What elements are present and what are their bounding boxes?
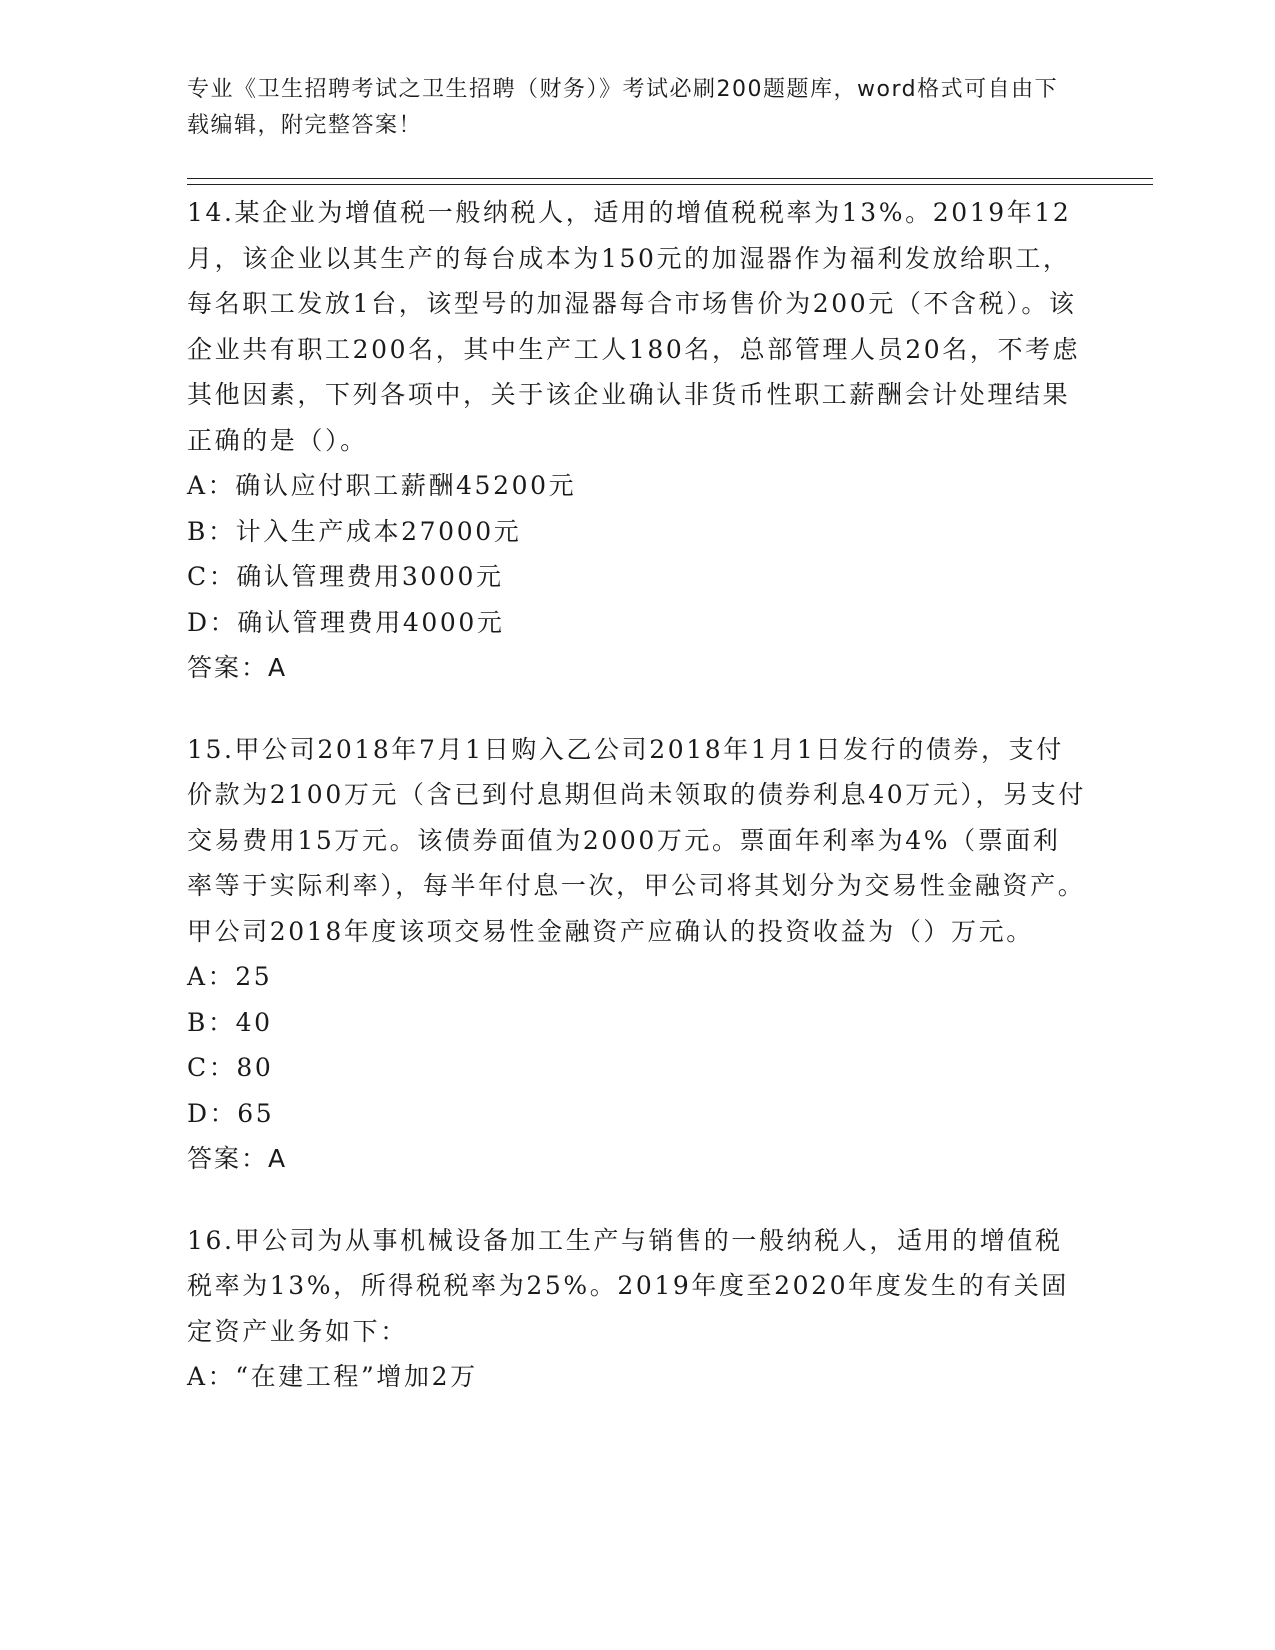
option-a: A：确认应付职工薪酬45200元 [187, 471, 577, 500]
header-divider-bottom [187, 184, 1153, 185]
option-c: C：确认管理费用3000元 [187, 562, 504, 591]
answer-label: 答案：A [187, 1144, 288, 1173]
option-a: A：25 [187, 962, 273, 991]
question-16 [187, 1218, 1087, 1400]
option-b: B：40 [187, 1007, 273, 1037]
question-list [187, 190, 1087, 1436]
document-header-title: 专业《卫生招聘考试之卫生招聘（财务）》考试必刷200题题库，word格式可自由下载编辑，附完整答案！ [187, 77, 1059, 138]
option-c: C：80 [187, 1053, 274, 1082]
option-d: D：65 [187, 1098, 275, 1128]
answer-label: 答案：A [187, 653, 288, 682]
question-text: 15.甲公司2018年7月1日购入乙公司2018年1月1日发行的债券，支付价款为2100万元（含已到付息期但尚未领取的债券利息40万元），另支付交易费用15万元。该债券面值为2000万元。票面年利率为4%（票面利率等于实际利率），每半年付息一次，甲公司将其划分为交易性金融资产。甲公司2018年度该项交易性金融资产应确认的投资收益为（）万元。 [187, 734, 1086, 946]
header-divider-top [187, 178, 1153, 179]
question-14 [187, 190, 1087, 691]
option-b: B：计入生产成本27000元 [187, 516, 522, 546]
option-d: D：确认管理费用4000元 [187, 607, 505, 637]
question-text: 14.某企业为增值税一般纳税人，适用的增值税税率为13%。2019年12月，该企业以其生产的每台成本为150元的加湿器作为福利发放给职工，每名职工发放1台，该型号的加湿器每合市场售价为200元（不含税）。该企业共有职工200名，其中生产工人180名，总部管理人员20名，不考虑其他因素，下列各项中，关于该企业确认非货币性职工薪酬会计处理结果正确的是（）。 [187, 198, 1081, 455]
option-a: A：“在建工程”增加2万 [187, 1362, 478, 1391]
question-15 [187, 727, 1087, 1182]
question-text: 16.甲公司为从事机械设备加工生产与销售的一般纳税人，适用的增值税税率为13%，所得税税率为25%。2019年度至2020年度发生的有关固定资产业务如下： [187, 1225, 1069, 1346]
